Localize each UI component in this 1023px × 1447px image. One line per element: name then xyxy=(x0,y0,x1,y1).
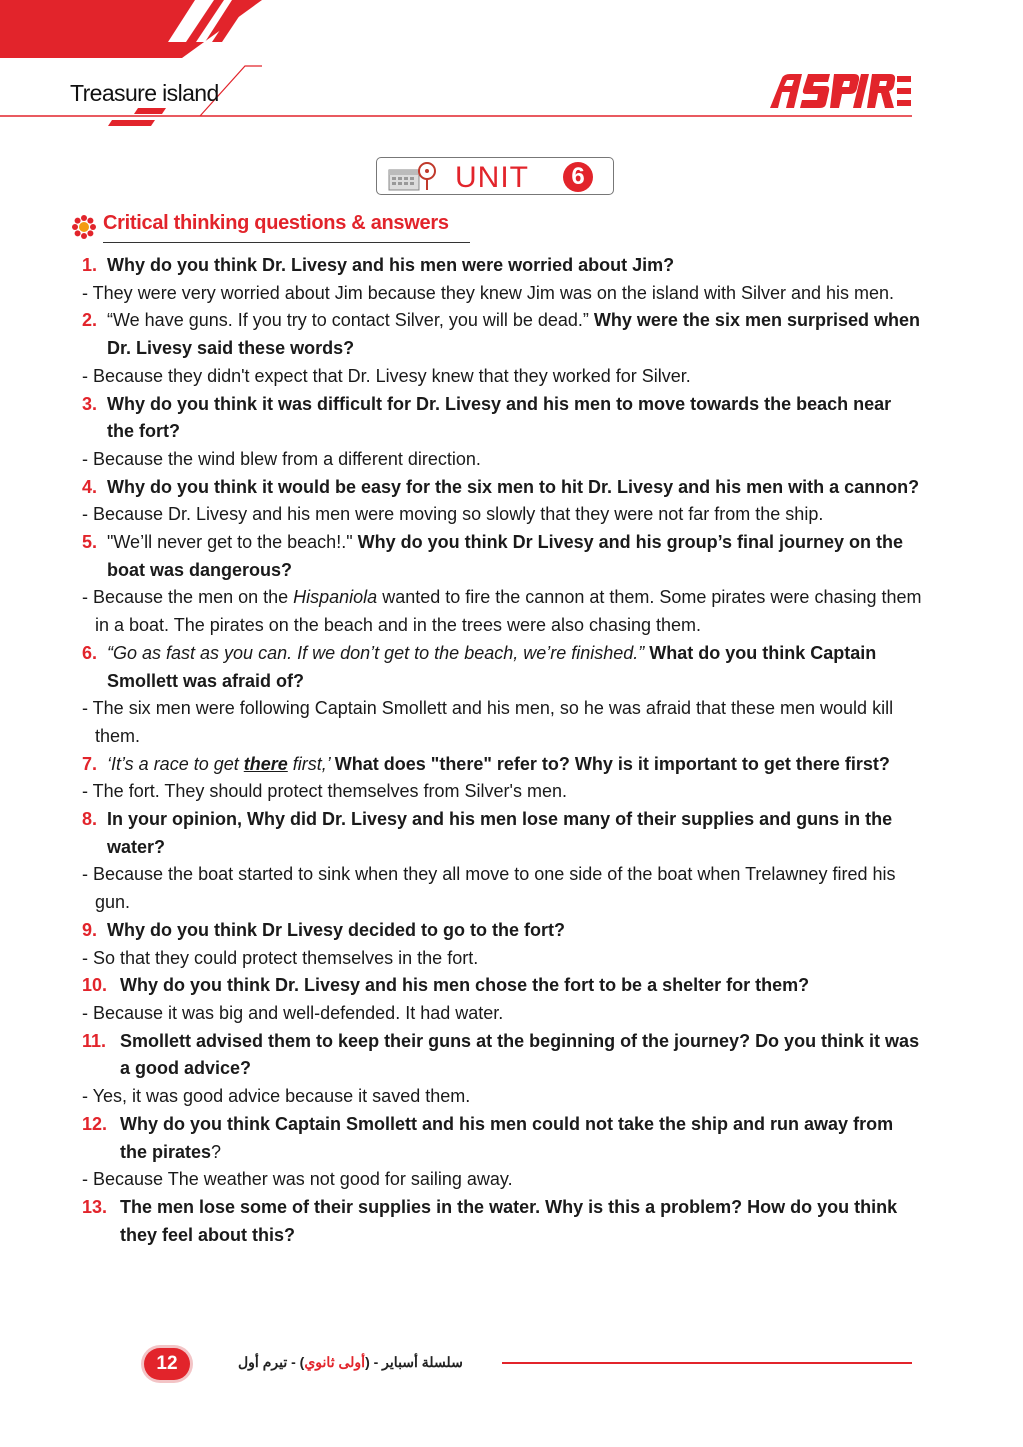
unit-number: 6 xyxy=(563,162,593,192)
question-number: 2. xyxy=(82,310,98,331)
question-number: 13. xyxy=(82,1196,108,1217)
answer: - Because the wind blew from a different direction. xyxy=(82,448,481,469)
unit-badge xyxy=(376,157,614,195)
footer-grade: أولى ثانوي xyxy=(304,1354,366,1370)
footer-series-name: سلسلة أسباير - ( xyxy=(365,1354,463,1370)
question xyxy=(82,252,922,280)
answer: - Yes, it was good advice because it saved them. xyxy=(82,1086,471,1107)
question xyxy=(82,751,922,779)
question-text-part: Why do you think Dr. Livesy and his men were worried about Jim? xyxy=(107,255,675,275)
question-number: 1. xyxy=(82,255,98,275)
question-text-part: first,’ xyxy=(287,753,335,774)
answer: - Because they didn't expect that Dr. Livesy knew that they worked for Silver. xyxy=(82,365,691,386)
answer-text-part: wanted to fire the cannon at them. Some pirates were chasing them in a boat. The pirates on the beach and in the trees were also chasing them. xyxy=(95,587,922,636)
header-decoration xyxy=(0,0,1023,130)
qa-item xyxy=(82,1028,922,1111)
question-text-part: "We’ll never get to the beach!." xyxy=(107,532,358,553)
section-underline xyxy=(103,242,470,243)
question-text-part: there xyxy=(243,753,288,774)
qa-item xyxy=(82,1111,922,1194)
qa-item xyxy=(82,1194,922,1249)
question-number: 3. xyxy=(82,393,98,414)
question-text xyxy=(107,751,922,779)
answer: - So that they could protect themselves in the fort. xyxy=(82,947,479,968)
question xyxy=(82,972,922,1000)
question xyxy=(82,917,922,945)
flower-icon xyxy=(72,215,96,239)
question-number: 7. xyxy=(82,753,98,774)
question-text-part: In your opinion, Why did Dr. Livesy and his men lose many of their supplies and guns in the water? xyxy=(107,809,893,857)
question-text xyxy=(120,1028,922,1083)
question xyxy=(82,1194,922,1249)
question-text xyxy=(107,640,922,695)
qa-item xyxy=(82,806,922,917)
question-text xyxy=(107,252,922,280)
question-text-part: “Go as fast as you can. If we don’t get to the beach, we’re finished.” xyxy=(107,642,650,663)
question-text xyxy=(120,972,922,1000)
question-text xyxy=(107,529,922,584)
qa-item xyxy=(82,474,922,529)
question-text xyxy=(107,474,922,502)
qa-item xyxy=(82,252,922,307)
calendar-pin-icon xyxy=(387,160,441,192)
question-text xyxy=(107,806,922,861)
footer-series xyxy=(238,1354,463,1371)
question-text-part: Why do you think it was difficult for Dr. Livesy and his men to move towards the beach near the fort? xyxy=(107,393,892,442)
answer: - Because Dr. Livesy and his men were moving so slowly that they were not far from the ship. xyxy=(82,504,824,525)
question xyxy=(82,640,922,695)
question-number: 5. xyxy=(82,532,98,553)
page-number: 12 xyxy=(144,1348,190,1380)
question-text-part: Why do you think Captain Smollett and his men could not take the ship and run away from the pirates xyxy=(120,1113,894,1162)
answer: - Because The weather was not good for sailing away. xyxy=(82,1169,513,1190)
question-text-part: Smollett advised them to keep their guns at the beginning of the journey? Do you think it was a good advice? xyxy=(120,1030,920,1079)
answer: - The six men were following Captain Smollett and his men, so he was afraid that these men would kill them. xyxy=(82,698,894,746)
question-text-part: Why do you think Dr Livesy decided to go to the fort? xyxy=(107,919,566,940)
question xyxy=(82,1111,922,1166)
book-title: Treasure island xyxy=(70,80,219,106)
question-number: 11. xyxy=(82,1030,107,1051)
aspire-logo xyxy=(768,72,913,110)
answer: - Because it was big and well-defended. It had water. xyxy=(82,1002,504,1023)
question-number: 4. xyxy=(82,476,98,497)
qa-item xyxy=(82,529,922,640)
question xyxy=(82,1028,922,1083)
qa-item xyxy=(82,751,922,806)
question-text xyxy=(107,917,922,945)
question-text-part: “We have guns. If you try to contact Silver, you will be dead.” xyxy=(107,310,594,331)
question-number: 10. xyxy=(82,975,108,996)
question xyxy=(82,307,922,362)
question-text-part: What do you think Captain Smollett was afraid of? xyxy=(107,642,877,691)
qa-item xyxy=(82,640,922,751)
qa-list xyxy=(82,252,922,1249)
question-text-part: ? xyxy=(211,1141,222,1162)
qa-item xyxy=(82,972,922,1027)
question-text-part: Why do you think it would be easy for the six men to hit Dr. Livesy and his men with a cannon? xyxy=(107,476,920,497)
question-text-part: ‘It’s a race to get xyxy=(107,753,244,774)
answer-text-part: Hispaniola xyxy=(293,587,378,608)
question-text-part: Why do you think Dr. Livesy and his men chose the fort to be a shelter for them? xyxy=(120,975,810,996)
question-text-part: What does "there" refer to? Why is it important to get there first? xyxy=(334,753,890,774)
question-text-part: Why do you think Dr Livesy and his group’s final journey on the boat was dangerous? xyxy=(107,532,903,580)
section-title: Critical thinking questions & answers xyxy=(103,212,449,234)
question-number: 8. xyxy=(82,809,98,830)
question-text xyxy=(107,307,922,362)
question xyxy=(82,529,922,584)
question-text xyxy=(120,1111,922,1166)
question-number: 12. xyxy=(82,1113,108,1134)
unit-label: UNIT xyxy=(455,161,529,194)
answer-text-part: - Because the men on the xyxy=(82,587,294,608)
qa-item xyxy=(82,307,922,390)
question-text-part: Why were the six men surprised when Dr. Livesy said these words? xyxy=(107,310,920,359)
answer: - They were very worried about Jim because they knew Jim was on the island with Silver and his men. xyxy=(82,282,895,303)
qa-item xyxy=(82,391,922,474)
qa-item xyxy=(82,917,922,972)
question-number: 9. xyxy=(82,919,98,940)
question-number: 6. xyxy=(82,642,98,663)
question-text xyxy=(120,1194,922,1249)
answer: - The fort. They should protect themselves from Silver's men. xyxy=(82,781,567,802)
question xyxy=(82,391,922,446)
footer-rule xyxy=(502,1362,912,1364)
question-text xyxy=(107,391,922,446)
question xyxy=(82,474,922,502)
answer xyxy=(82,584,922,639)
footer-term: ) - تيرم أول xyxy=(238,1354,305,1370)
question-text-part: The men lose some of their supplies in the water. Why is this a problem? How do you think they feel about this? xyxy=(120,1196,898,1245)
question xyxy=(82,806,922,861)
answer: - Because the boat started to sink when they all move to one side of the boat when Trelawney fired his gun. xyxy=(82,864,896,913)
